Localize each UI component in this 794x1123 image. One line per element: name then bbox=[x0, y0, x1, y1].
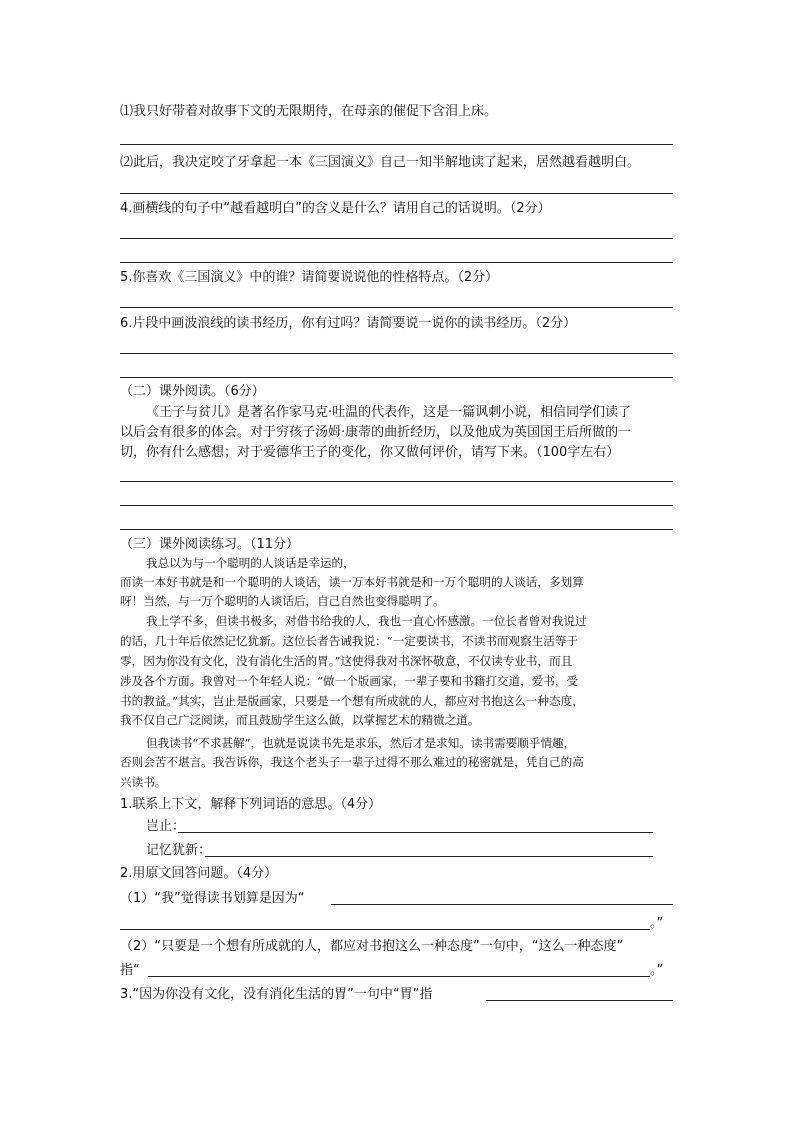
answer-line[interactable] bbox=[120, 238, 673, 239]
passage-line: 否则会苦不堪言。我告诉你，我这个老头子一辈子过得不那么难过的秘密就是，凭自己的高 bbox=[120, 755, 584, 769]
answer-line[interactable] bbox=[205, 856, 653, 857]
section-3-heading: （三）课外阅读练习。（11分） bbox=[120, 537, 300, 552]
closing-quote: 。” bbox=[650, 916, 664, 931]
answer-line[interactable] bbox=[120, 929, 650, 930]
answer-line[interactable] bbox=[120, 353, 673, 354]
answer-line[interactable] bbox=[178, 832, 653, 833]
passage-line: 但我读书“不求甚解”，也就是说读书先是求乐，然后才是求知。读书需要顺乎情趣， bbox=[146, 736, 576, 750]
answer-line[interactable] bbox=[486, 1000, 673, 1001]
passage-line: 我上学不多，但读书极多，对借书给我的人，我也一直心怀感激。一位长者曾对我说过 bbox=[146, 614, 587, 628]
question-4: 4.画横线的句子中“越看越明白”的含义是什么？请用自己的话说明。（2分） bbox=[120, 201, 551, 216]
question-3-1: 1.联系上下文，解释下列词语的意思。（4分） bbox=[120, 797, 382, 812]
answer-line[interactable] bbox=[120, 307, 673, 308]
passage-line: 涉及各个方面。我曾对一个年轻人说：“做一个版画家，一辈子要和书籍打交道，爱书，受 bbox=[120, 674, 579, 688]
item1-text: ⑴我只好带着对故事下文的无限期待，在母亲的催促下含泪上床。 bbox=[120, 104, 498, 119]
term-label: 记忆犹新： bbox=[146, 843, 212, 858]
answer-line[interactable] bbox=[120, 144, 673, 145]
passage-line: 零，因为你没有文化，没有消化生活的胃。”这使得我对书深怀敬意，不仅读专业书，而且 bbox=[120, 654, 573, 668]
passage-line: 我不仅自己广泛阅读，而且鼓励学生这么做，以掌握艺术的精微之道。 bbox=[120, 713, 480, 727]
question-3-3: 3.“因为你没有文化，没有消化生活的胃”一句中“胃”指 bbox=[120, 987, 433, 1002]
subquestion-2: （2）“只要是一个想有所成就的人，都应对书抱这么一种态度”一句中，“这么一种态度” bbox=[120, 939, 624, 954]
term-label: 岂止： bbox=[146, 819, 186, 834]
answer-line[interactable] bbox=[120, 377, 673, 378]
section-2-line: 以后会有很多的体会。对于穷孩子汤姆·康蒂的曲折经历，以及他成为英国国王后所做的一 bbox=[120, 425, 632, 440]
passage-line: 书的教益。”其实，岂止是版画家，只要是一个想有所成就的人，都应对书抱这么一种态度， bbox=[120, 694, 584, 708]
passage-line: 呀！当然，与一万个聪明的人谈话后，自己自然也变得聪明了。 bbox=[120, 594, 445, 608]
answer-line[interactable] bbox=[148, 976, 650, 977]
subquestion-2-prefix: 指“ bbox=[120, 963, 140, 978]
section-2-heading: （二）课外阅读。（6分） bbox=[120, 384, 265, 399]
answer-line[interactable] bbox=[120, 505, 673, 506]
item2-text: ⑵此后，我决定咬了牙拿起一本《三国演义》自己一知半解地读了起来，居然越看越明白。 bbox=[120, 155, 641, 170]
passage-line: 而读一本好书就是和一个聪明的人谈话，读一万本好书就是和一万个聪明的人谈话，多划算 bbox=[120, 575, 584, 589]
subquestion-1: （1）“我”觉得读书划算是因为“ bbox=[120, 891, 305, 906]
answer-line[interactable] bbox=[331, 904, 673, 905]
answer-line[interactable] bbox=[120, 193, 673, 194]
section-2-line: 切，你有什么感想；对于爱德华王子的变化，你又做何评价，请写下来。（100字左右） bbox=[120, 445, 620, 460]
passage-line: 兴读书。 bbox=[120, 775, 167, 789]
answer-line[interactable] bbox=[120, 262, 673, 263]
passage-line: 我总以为与一个聪明的人谈话是幸运的， bbox=[146, 556, 355, 570]
question-6: 6.片段中画波浪线的读书经历，你有过吗？请简要说一说你的读书经历。（2分） bbox=[120, 316, 577, 331]
question-5: 5.你喜欢《三国演义》中的谁？请简要说说他的性格特点。（2分） bbox=[120, 270, 499, 285]
closing-quote: 。” bbox=[650, 963, 664, 978]
question-3-2: 2.用原文回答问题。（4分） bbox=[120, 866, 278, 881]
passage-line: 的话，几十年后依然记忆犹新。这位长者告诫我说：“一定要读书，不读书而观察生活等于 bbox=[120, 634, 579, 648]
answer-line[interactable] bbox=[120, 529, 673, 530]
answer-line[interactable] bbox=[120, 481, 673, 482]
section-2-line: 《王子与贫儿》是著名作家马克·吐温的代表作，这是一篇讽刺小说，相信同学们读了 bbox=[146, 405, 632, 420]
